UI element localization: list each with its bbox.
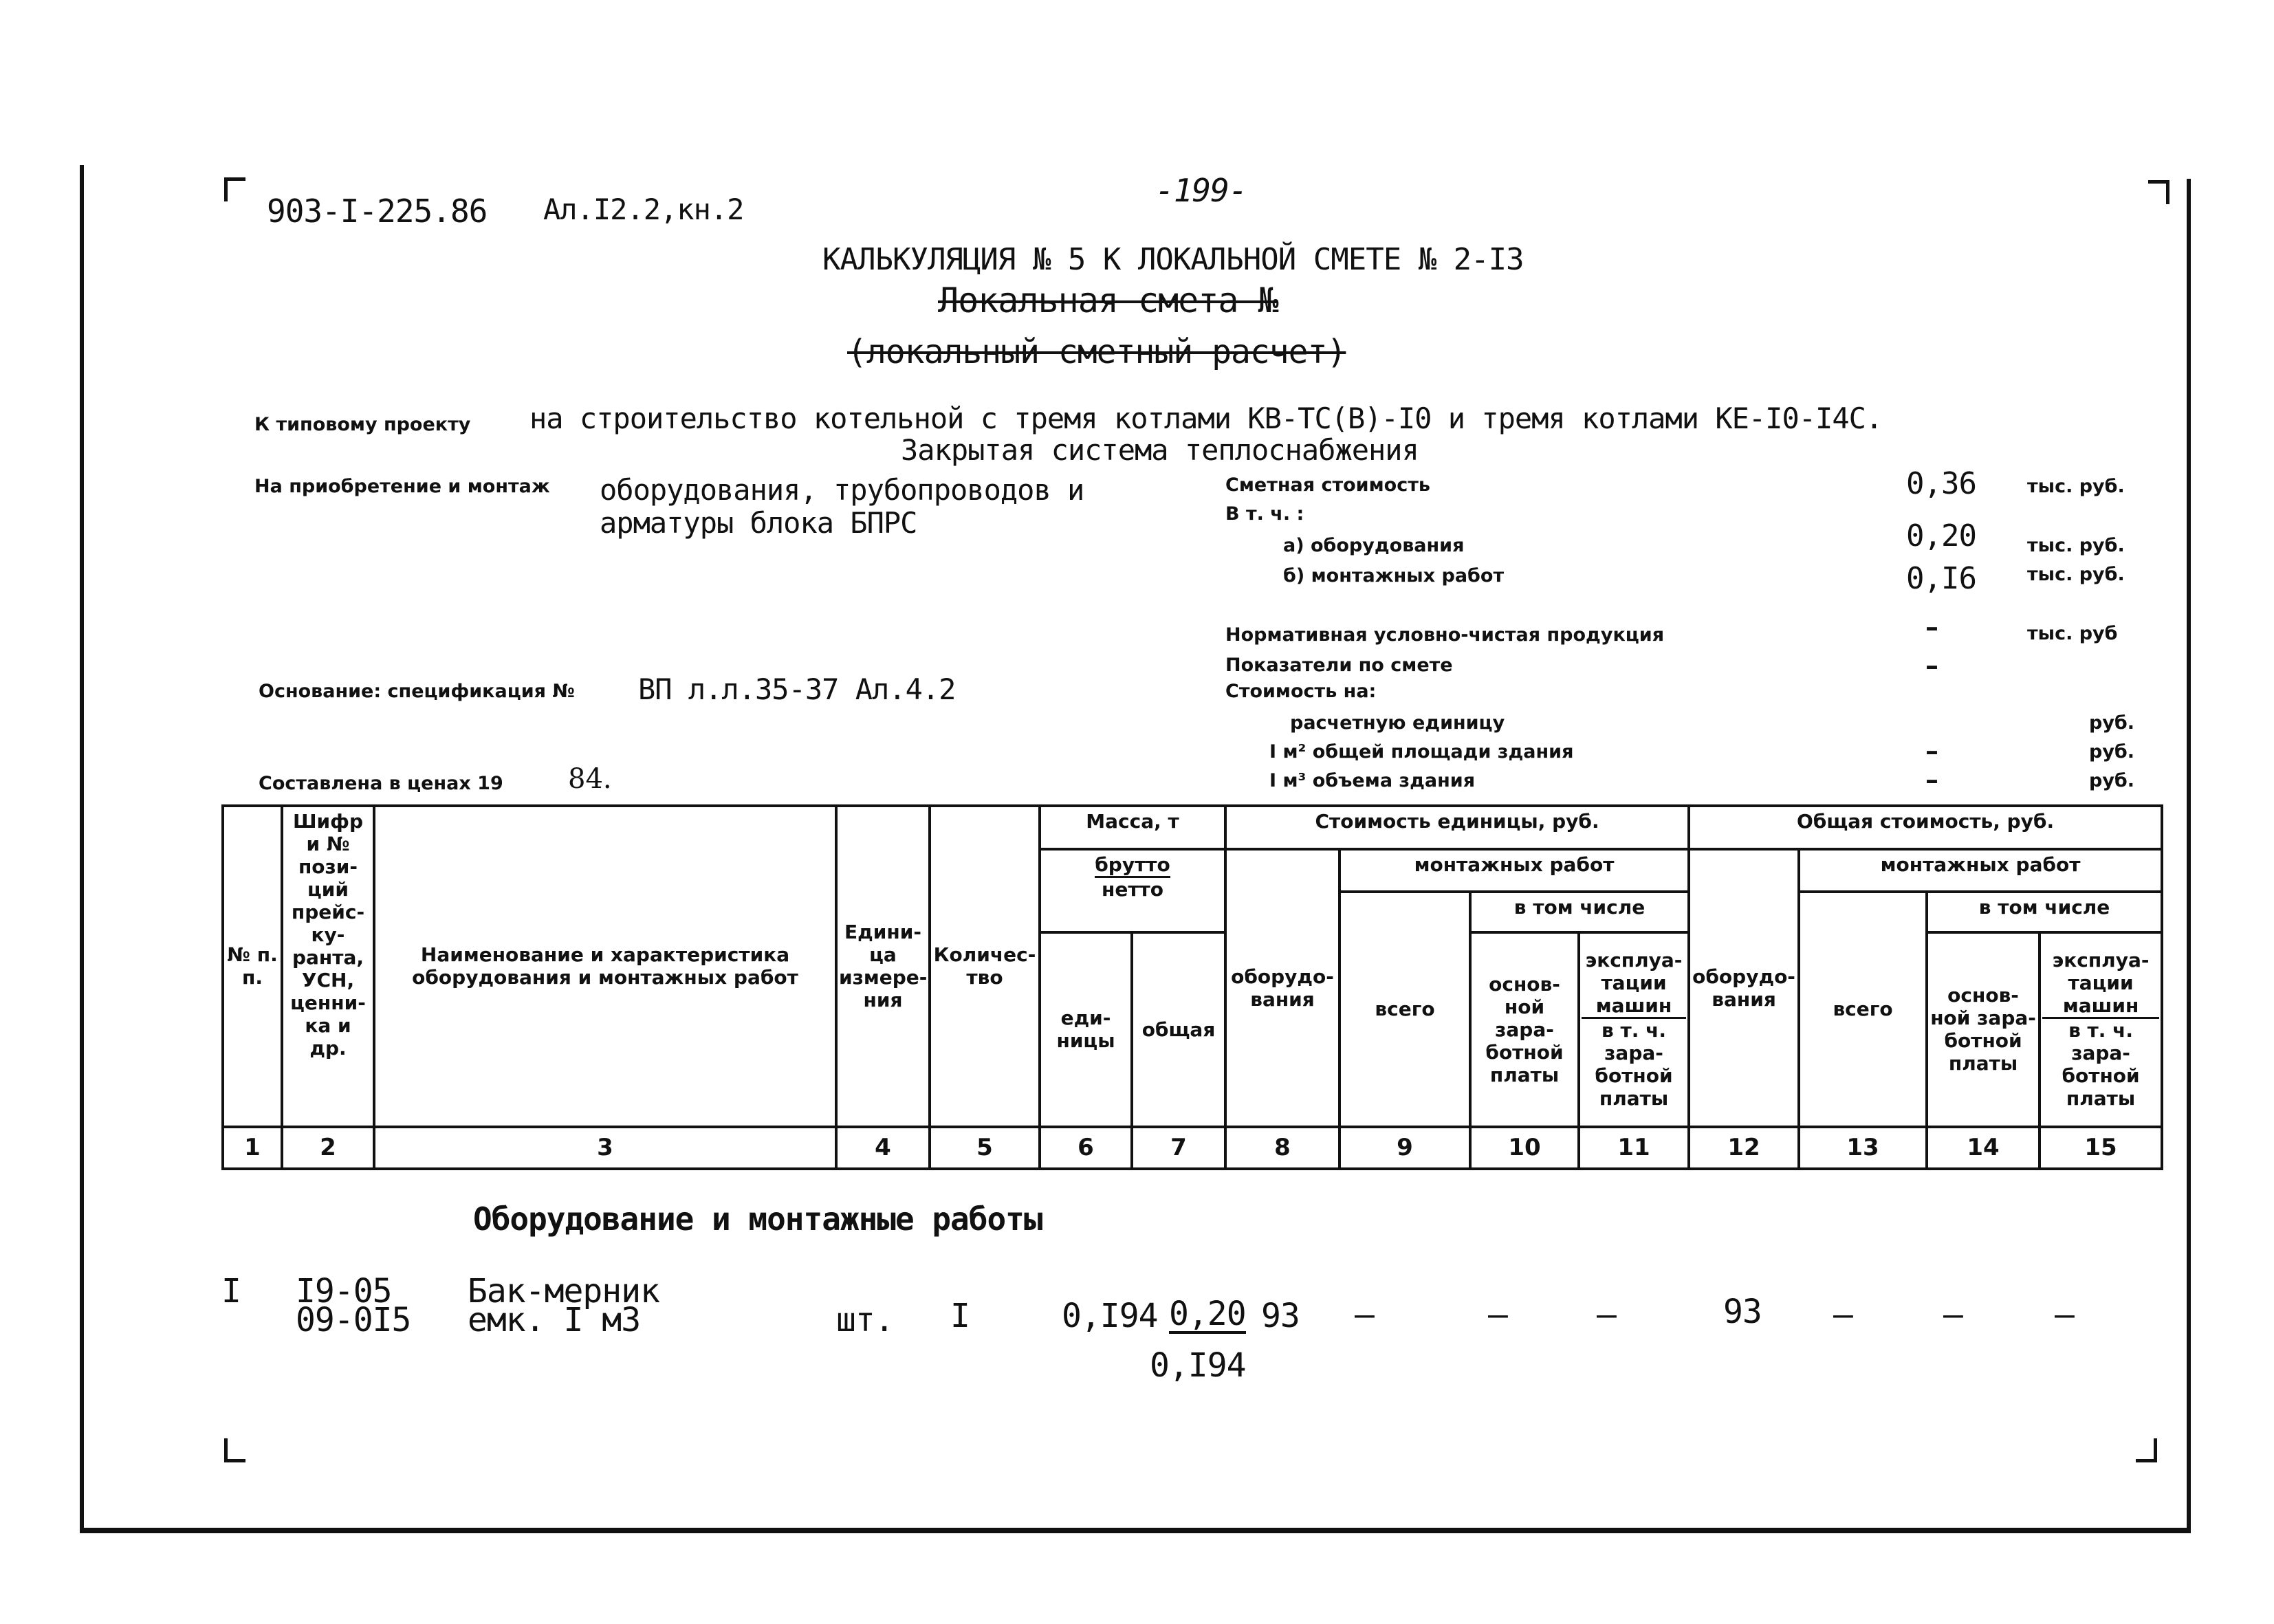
header-unit-cost: Стоимость единицы, руб. [1225, 806, 1689, 849]
column-number: 15 [2040, 1127, 2162, 1169]
header-total-equipment: оборудо-вания [1689, 849, 1799, 1126]
column-number: 9 [1340, 1127, 1470, 1169]
header-net: нетто [1101, 878, 1164, 901]
header-unit-incl: в том числе [1470, 892, 1689, 932]
purpose-value-line2: арматуры блока БПРС [600, 506, 917, 540]
cost-per-label: Стоимость на: [1225, 681, 1377, 702]
header-gross-net [1040, 849, 1225, 932]
column-number: 8 [1225, 1127, 1340, 1169]
column-number: 10 [1470, 1127, 1579, 1169]
prices-year: 84. [568, 763, 612, 795]
column-number: 2 [282, 1127, 374, 1169]
section-title: Оборудование и монтажные работы [473, 1200, 1042, 1238]
estimated-cost-value: 0,36 [1906, 466, 1976, 501]
row-mass-unit: 0,I94 [1062, 1297, 1158, 1335]
header-total-install: монтажных работ [1799, 849, 2162, 891]
column-number: 13 [1799, 1127, 1927, 1169]
header-mass: Масса, т [1040, 806, 1225, 849]
row-equip-unit-cost: 93 [1261, 1297, 1300, 1335]
header-total-cost: Общая стоимость, руб. [1689, 806, 2162, 849]
installation-cost-unit: тыс. руб. [2027, 564, 2125, 585]
column-number: 11 [1579, 1127, 1689, 1169]
doc-code: 903-I-225.86 [267, 193, 488, 230]
row-unit: шт. [836, 1301, 894, 1339]
normative-label: Нормативная условно-чистая продукция [1225, 624, 1665, 646]
header-unit-install: монтажных работ [1340, 849, 1689, 891]
project-label: К типовому проекту [254, 414, 471, 435]
normative-unit: тыс. руб [2027, 623, 2118, 644]
header-unit-equipment: оборудо-вания [1225, 849, 1340, 1126]
header-code: Шифр и № пози-ций прейс-ку-ранта, УСН, ценни-ка и др. [282, 806, 374, 1127]
page-number: -199- [1155, 172, 1247, 209]
struck-title-line2: (локальный сметный расчет) [847, 333, 1346, 371]
header-total-machines-sub: в т. ч. зара-ботной платы [2062, 1019, 2140, 1110]
header-unit-machines-label: эксплуа-тации машин [1582, 949, 1686, 1019]
per-m2-value: – [1925, 736, 1938, 766]
row-inst-machines: – [1597, 1295, 1616, 1334]
per-unit-label: расчетную единицу [1290, 712, 1505, 734]
frame-bottom-border [80, 1528, 2191, 1533]
indicators-value: – [1925, 650, 1938, 681]
column-number: 7 [1132, 1127, 1225, 1169]
project-value-line1: на строительство котельной с тремя котлами КВ-ТС(В)-I0 и тремя котлами КЕ-I0-I4С. [529, 402, 1883, 435]
per-unit-currency: руб. [2089, 712, 2135, 734]
column-number: 14 [1927, 1127, 2040, 1169]
struck-title-line1: Локальная смета № [938, 281, 1278, 320]
corner-mark-top-right [2148, 180, 2169, 204]
corner-mark-top-left [224, 177, 245, 201]
header-total-wage: основ-ной зара-ботной платы [1927, 932, 2040, 1126]
header-total-machines-label: эксплуа-тации машин [2042, 949, 2159, 1019]
row-code-line1: I9-05 [296, 1272, 392, 1310]
estimated-cost-unit: тыс. руб. [2027, 476, 2125, 497]
calc-title: КАЛЬКУЛЯЦИЯ № 5 К ЛОКАЛЬНОЙ СМЕТЕ № 2-I3 [822, 242, 1524, 277]
equipment-cost-unit: тыс. руб. [2027, 535, 2125, 556]
row-inst-all: – [1355, 1295, 1374, 1334]
row-mass-total-gross: 0,20 [1169, 1295, 1246, 1333]
frame-right-border [2187, 179, 2191, 1533]
basis-label: Основание: спецификация № [259, 681, 575, 702]
basis-value: ВП л.л.35-37 Ал.4.2 [638, 672, 956, 706]
column-number: 12 [1689, 1127, 1799, 1169]
purpose-value-line1: оборудования, трубопроводов и [600, 473, 1084, 507]
prices-label: Составлена в ценах 19 [259, 773, 503, 794]
row-name-line1: Бак-мерник [468, 1272, 659, 1310]
corner-mark-bottom-left [224, 1438, 245, 1462]
row-inst-wage: – [1488, 1295, 1507, 1334]
header-mass-per-unit: еди-ницы [1040, 932, 1132, 1126]
header-mass-total: общая [1132, 932, 1225, 1126]
column-number: 3 [374, 1127, 836, 1169]
row-code-line2: 09-0I5 [296, 1301, 411, 1339]
header-no: № п. п. [223, 806, 282, 1127]
indicators-label: Показатели по смете [1225, 655, 1453, 676]
corner-mark-bottom-right [2136, 1438, 2157, 1462]
row-qty: I [950, 1297, 970, 1335]
header-unit: Едини-ца измере-ния [836, 806, 930, 1127]
column-number: 1 [223, 1127, 282, 1169]
row-total-inst-wage: – [1943, 1295, 1963, 1334]
album-ref: Ал.I2.2,кн.2 [543, 193, 744, 226]
header-total-machines [2040, 932, 2162, 1126]
row-no: I [221, 1272, 241, 1310]
column-number: 5 [930, 1127, 1040, 1169]
per-m2-label: I м² общей площади здания [1269, 741, 1574, 762]
frame-left-border [80, 165, 84, 1533]
row-total-inst-machines: – [2055, 1295, 2074, 1334]
row-mass-total-net: 0,I94 [1150, 1346, 1246, 1385]
project-value-line2: Закрытая система теплоснабжения [901, 433, 1419, 467]
header-name: Наименование и характеристика оборудования и монтажных работ [374, 806, 836, 1127]
column-number: 4 [836, 1127, 930, 1169]
per-m3-currency: руб. [2089, 770, 2135, 791]
installation-cost-label: б) монтажных работ [1283, 565, 1505, 586]
header-total-incl: в том числе [1927, 892, 2162, 932]
column-number: 6 [1040, 1127, 1132, 1169]
header-qty: Количес-тво [930, 806, 1040, 1127]
normative-value: – [1925, 612, 1938, 642]
row-equip-total: 93 [1723, 1293, 1762, 1331]
estimated-cost-label: Сметная стоимость [1225, 474, 1430, 496]
equipment-cost-label: а) оборудования [1283, 535, 1465, 556]
installation-cost-value: 0,I6 [1906, 561, 1976, 596]
per-m2-currency: руб. [2089, 741, 2135, 762]
purpose-label: На приобретение и монтаж [254, 476, 550, 497]
header-total-install-all: всего [1799, 892, 1927, 1127]
header-unit-machines-sub: в т. ч. зара-ботной платы [1595, 1019, 1673, 1110]
row-total-inst-all: – [1833, 1295, 1852, 1334]
including-label: В т. ч. : [1225, 503, 1304, 525]
equipment-cost-value: 0,20 [1906, 518, 1976, 553]
header-unit-wage: основ-ной зара-ботной платы [1470, 932, 1579, 1126]
per-m3-label: I м³ объема здания [1269, 770, 1476, 791]
header-unit-install-all: всего [1340, 892, 1470, 1127]
specification-table [221, 804, 2163, 1170]
per-m3-value: – [1925, 765, 1938, 795]
header-gross: брутто [1095, 853, 1170, 878]
header-unit-machines [1579, 932, 1689, 1126]
row-name-line2: емк. I м3 [468, 1301, 641, 1339]
